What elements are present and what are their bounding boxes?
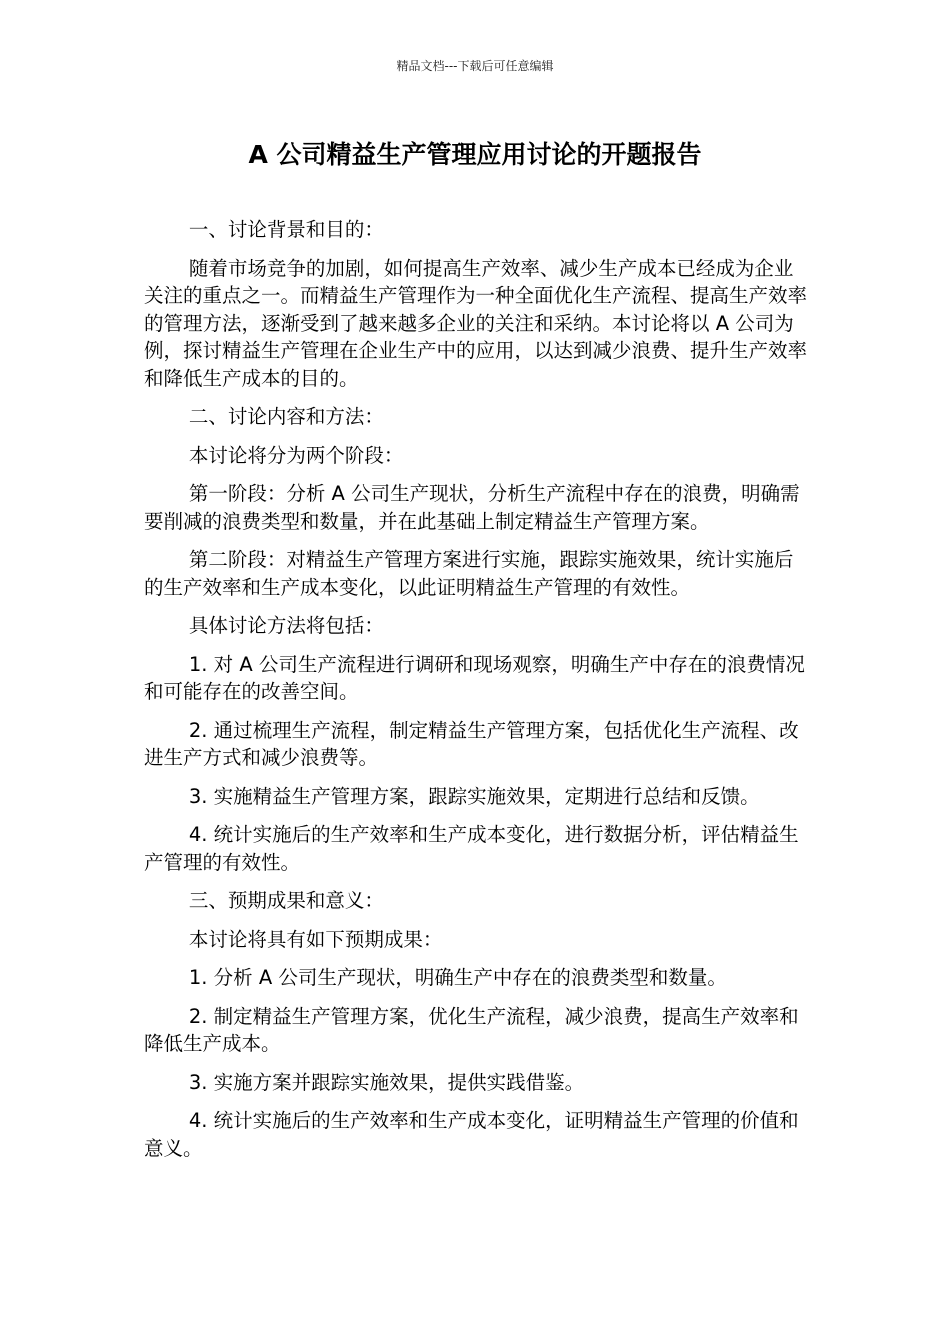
section-heading-outcomes: 三、预期成果和意义： (188, 889, 384, 912)
list-item-method-2: 2. 通过梳理生产流程，制定精益生产管理方案，包括优化生产流程、改进生产方式和减少浪费等。 (144, 718, 799, 769)
paragraph-outcomes-intro: 本讨论将具有如下预期成果： (188, 927, 443, 951)
paragraph-background: 随着市场竞争的加剧，如何提高生产效率、减少生产成本已经成为企业关注的重点之一。而精益生产管理作为一种全面优化生产流程、提高生产效率的管理方法，逐渐受到了越来越多企业的关注和采纳。本讨论将以 A 公司为例，探讨精益生产管理在企业生产中的应用，以达到减少浪费、提升生产效率和降低生产成本的目的。 (144, 256, 808, 390)
paragraph-stages-intro: 本讨论将分为两个阶段： (188, 443, 404, 467)
list-item-outcome-3: 3. 实施方案并跟踪实施效果，提供实践借鉴。 (188, 1070, 585, 1094)
section-heading-content-method: 二、讨论内容和方法： (188, 405, 384, 428)
list-item-outcome-2: 2. 制定精益生产管理方案，优化生产流程，减少浪费，提高生产效率和降低生产成本。 (144, 1004, 799, 1055)
document-title: A 公司精益生产管理应用讨论的开题报告 (248, 140, 702, 169)
list-item-outcome-4: 4. 统计实施后的生产效率和生产成本变化，证明精益生产管理的价值和意义。 (144, 1109, 799, 1160)
list-item-method-3: 3. 实施精益生产管理方案，跟踪实施效果，定期进行总结和反馈。 (188, 784, 760, 808)
document-body (144, 216, 808, 1173)
list-item-outcome-1: 1. 分析 A 公司生产现状，明确生产中存在的浪费类型和数量。 (188, 966, 727, 989)
header-note: 精品文档---下载后可任意编辑 (396, 59, 554, 73)
list-item-method-4: 4. 统计实施后的生产效率和生产成本变化，进行数据分析，评估精益生产管理的有效性。 (144, 823, 799, 874)
list-item-method-1: 1. 对 A 公司生产流程进行调研和现场观察，明确生产中存在的浪费情况和可能存在的改善空间。 (144, 652, 805, 703)
section-heading-background: 一、讨论背景和目的： (188, 218, 384, 241)
paragraph-stage-one: 第一阶段：分析 A 公司生产现状，分析生产流程中存在的浪费，明确需要削减的浪费类型和数量，并在此基础上制定精益生产管理方案。 (144, 482, 800, 533)
paragraph-methods-intro: 具体讨论方法将包括： (188, 614, 384, 637)
paragraph-stage-two: 第二阶段：对精益生产管理方案进行实施，跟踪实施效果，统计实施后的生产效率和生产成本变化，以此证明精益生产管理的有效性。 (144, 548, 794, 599)
